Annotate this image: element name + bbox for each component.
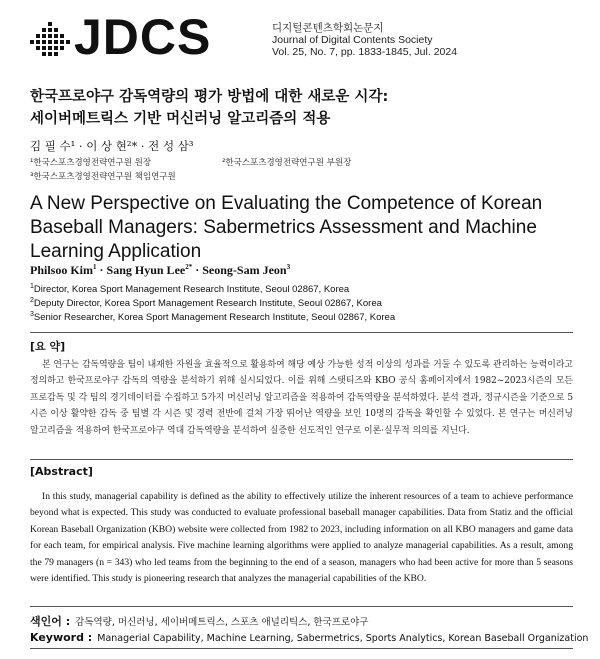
journal-volume: Vol. 25, No. 7, pp. 1833-1845, Jul. 2024 <box>272 46 458 58</box>
korean-title-line1: 한국프로야구 감독역량의 평가 방법에 대한 새로운 시각: <box>30 89 389 105</box>
author-3: Seong-Sam Jeon <box>202 263 287 277</box>
author-separator: · <box>96 263 107 277</box>
english-keywords-list: Managerial Capability, Machine Learning, Sabermetrics, Sports Analytics, Korean Baseball Organization <box>97 633 589 644</box>
aff-2-sup: 2 <box>30 296 34 304</box>
korean-affiliation-1: ¹한국스포츠경영전략연구원 원장 <box>30 158 152 168</box>
divider <box>30 332 573 333</box>
english-keywords <box>30 631 588 644</box>
korean-keywords <box>30 613 368 629</box>
aff-2-text: Deputy Director, Korea Sport Management Research Institute, Seoul 02867, Korea <box>33 298 382 309</box>
korean-affiliation-2: ²한국스포츠경영전략연구원 부원장 <box>222 158 352 168</box>
journal-logo: JDCS <box>74 9 212 65</box>
divider <box>30 606 573 607</box>
korean-authors: 김 필 수¹ · 이 상 현²* · 전 성 삼³ <box>30 139 194 153</box>
author-2-sup: 2* <box>185 263 193 271</box>
divider <box>30 459 573 460</box>
author-3-sup: 3 <box>286 263 291 271</box>
english-abstract-heading: [Abstract] <box>30 465 93 478</box>
korean-abstract-body: 본 연구는 감독역량을 팀이 내재한 자원을 효율적으로 활용하여 해당 예상 가능한 성적 이상의 성과를 거둘 수 있도록 관리하는 능력이라고 정의하고 한국프로야구 감독의 역량을 분석하기 위해 실시되었다. 이를 위해 스탯티즈와 KBO 공식 홈페이지에서 1982~2023시즌의 모든 프로감독 및 각 팀의 경기데이터를 수집하고 5가지 머신러닝 알고리즘을 적용하여 감독역량을 분석하였다. 분석 결과, 정규시즌을 기준으로 5시즌 이상 활약한 감독 중 팀별 각 시즌 및 경력 전반에 걸쳐 가장 뛰어난 역량을 보인 10명의 감독을 확인할 수 있었다. 본 연구는 머신러닝 알고리즘을 적용하여 한국프로야구 역대 감독역량을 분석하여 실증한 선도적인 연구로 이론·실무적 의의를 지닌다. <box>30 360 573 436</box>
english-keywords-label: Keyword : <box>30 631 93 644</box>
journal-name-kr: 디지털콘텐츠학회논문지 <box>272 22 384 34</box>
journal-info <box>272 22 457 58</box>
aff-1-sup: 1 <box>30 282 34 290</box>
author-1-sup: 1 <box>93 263 97 271</box>
korean-title <box>30 86 388 130</box>
english-title: A New Perspective on Evaluating the Competence of Korean Baseball Managers: Sabermetrics Assessment and Machine Learning Application <box>30 193 543 262</box>
korean-keywords-list: 감독역량, 머신러닝, 세이버메트릭스, 스포츠 애널리틱스, 한국프로야구 <box>75 617 369 628</box>
english-affiliation-3 <box>30 312 395 323</box>
author-2: Sang Hyun Lee <box>106 263 186 277</box>
korean-title-line2: 세이버메트릭스 기반 머신러닝 알고리즘의 적용 <box>30 111 331 127</box>
korean-affiliation-3: ³한국스포츠경영전략연구원 책임연구원 <box>30 172 176 182</box>
english-authors <box>30 263 290 278</box>
english-affiliation-1 <box>30 284 349 295</box>
korean-abstract-heading: [요 약] <box>30 340 66 353</box>
journal-header <box>30 9 590 74</box>
aff-3-sup: 3 <box>30 310 34 318</box>
author-1: Philsoo Kim <box>30 263 94 277</box>
english-abstract-body: In this study, managerial capability is defined as the ability to effectively utilize the inherent resources of a team to achieve performance beyond what is expected. This study was conducted to evaluate professional baseball manager capabilities. Data from Statiz and the official Korean Baseball Organization (KBO) website were collected from 1982 to 2023, including information on all KBO managers and game data for each team, for empirical analysis. Five machine learning algorithms were applied to analyze managerial capabilities. As a result, among the 79 managers (n = 343) who led teams from the beginning to the end of a season, managers who had been active for more than 5 seasons were identified. This study is pioneering research that analyzes the managerial capabilities of the KBO. <box>30 491 573 585</box>
author-separator: · <box>192 263 203 277</box>
korean-keywords-label: 색인어 : <box>30 615 71 628</box>
logo-dots-icon <box>30 20 70 60</box>
divider <box>30 648 573 649</box>
aff-3-text: Senior Researcher, Korea Sport Management Research Institute, Seoul 02867, Korea <box>33 312 396 323</box>
journal-name-en: Journal of Digital Contents Society <box>272 34 433 46</box>
english-affiliation-2 <box>30 298 382 309</box>
aff-1-text: Director, Korea Sport Management Research Institute, Seoul 02867, Korea <box>33 284 350 295</box>
